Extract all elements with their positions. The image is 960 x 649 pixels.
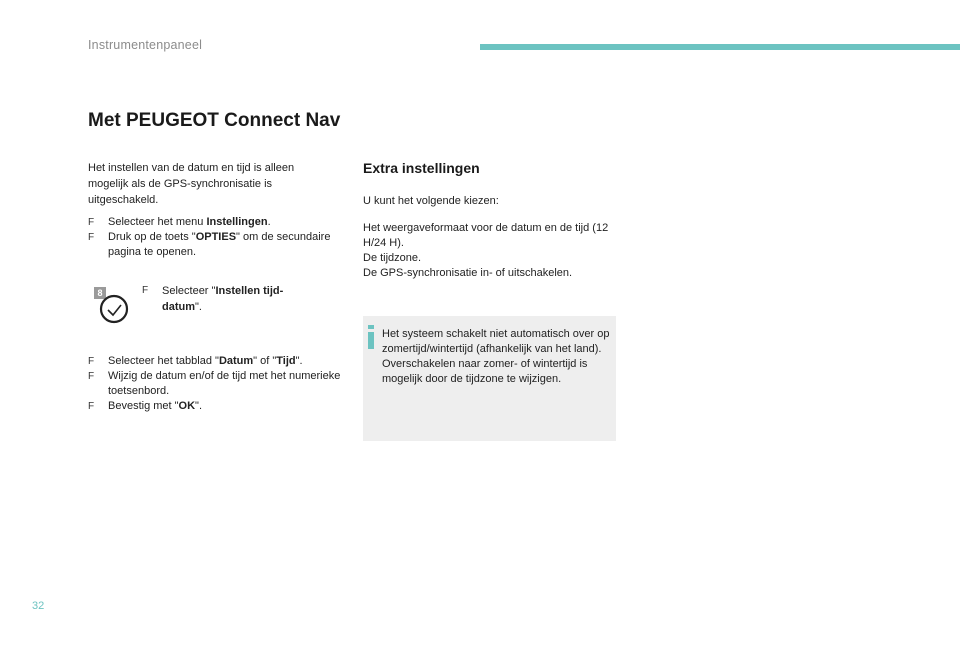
step-item [88, 215, 348, 230]
page-title: Met PEUGEOT Connect Nav [88, 110, 341, 131]
step-list-2 [88, 354, 348, 414]
clock-illustration [94, 287, 130, 323]
info-note [363, 316, 616, 441]
choose-text: U kunt het volgende kiezen: [363, 195, 499, 207]
bullet-marker: F [142, 285, 149, 296]
step-list-1 [88, 215, 348, 260]
bullet-marker: F [88, 232, 95, 243]
option-item: De tijdzone. [363, 252, 422, 264]
step-text: Selecteer het menu Instellingen. [108, 216, 271, 228]
step-item [88, 354, 348, 369]
option-item: Het weergaveformaat voor de datum en de tijd (12 H/24 H). [363, 222, 609, 249]
info-icon [367, 325, 375, 349]
header-accent-bar [480, 44, 960, 50]
clock-icon [98, 293, 130, 325]
step-item [88, 369, 348, 399]
step-text: Wijzig de datum en/of de tijd met het numerieke toetsenbord. [108, 370, 341, 397]
intro-paragraph: Het instellen van de datum en tijd is alleen mogelijk als de GPS-synchronisatie is uitgeschakeld. [88, 162, 295, 206]
section-label: Instrumentenpaneel [88, 38, 203, 52]
section-title: Extra instellingen [363, 160, 480, 176]
bullet-marker: F [88, 371, 95, 382]
step-text: Selecteer het tabblad "Datum" of "Tijd". [108, 355, 303, 367]
step-text: Druk op de toets "OPTIES" om de secundaire pagina te openen. [108, 231, 331, 258]
bullet-marker: F [88, 356, 95, 367]
step-text: Selecteer "Instellen tijd-datum". [162, 285, 284, 313]
bullet-marker: F [88, 217, 95, 228]
note-text: Het systeem schakelt niet automatisch over op zomertijd/wintertijd (afhankelijk van het land). Overschakelen naar zomer- of wintertijd is mogelijk door de tijdzone te wijzigen. [382, 328, 610, 385]
option-item: De GPS-synchronisatie in- of uitschakelen. [363, 267, 573, 279]
step-text: Bevestig met "OK". [108, 400, 203, 412]
options-text [363, 221, 623, 281]
step-item [142, 283, 312, 315]
bullet-marker: F [88, 401, 95, 412]
step-number-badge: 8 [94, 287, 106, 299]
step-item [88, 399, 348, 414]
step-item [88, 230, 348, 260]
page-number: 32 [32, 600, 45, 612]
